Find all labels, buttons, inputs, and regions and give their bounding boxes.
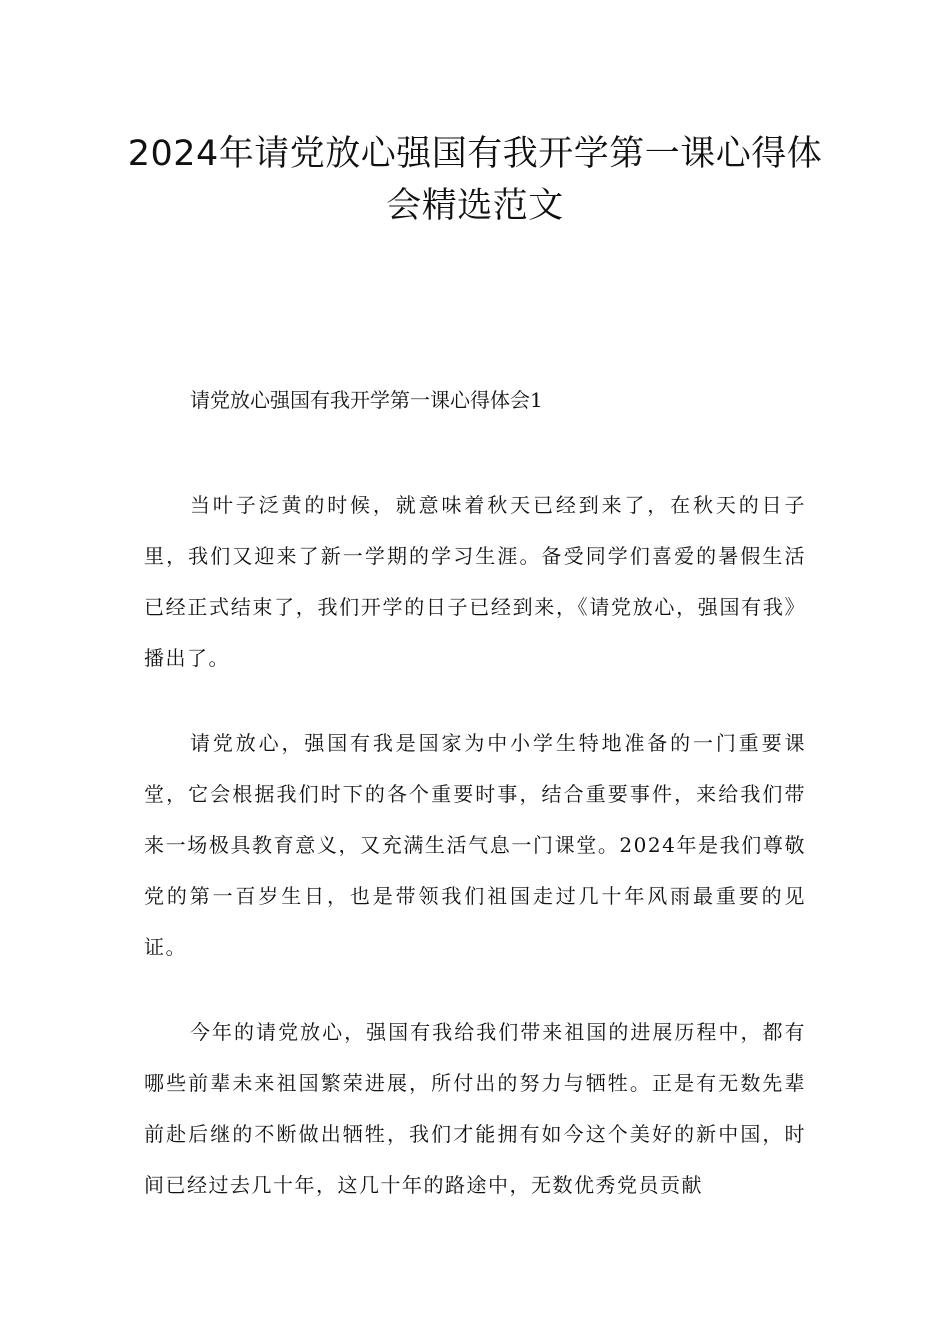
document-title: 2024年请党放心强国有我开学第一课心得体会精选范文	[127, 134, 823, 226]
paragraph-2: 请党放心，强国有我是国家为中小学生特地准备的一门重要课堂，它会根据我们时下的各个重要时事，结合重要事件，来给我们带来一场极具教育意义，又充满生活气息一门课堂。2024年是我们尊敬党的第一百岁生日，也是带领我们祖国走过几十年风雨最重要的见证。	[144, 731, 806, 959]
section-heading: 请党放心强国有我开学第一课心得体会1	[190, 388, 543, 412]
paragraph-1: 当叶子泛黄的时候，就意味着秋天已经到来了，在秋天的日子里，我们又迎来了新一学期的学习生涯。备受同学们喜爱的暑假生活已经正式结束了，我们开学的日子已经到来，《请党放心，强国有我》播出了。	[144, 493, 806, 670]
paragraph-3: 今年的请党放心，强国有我给我们带来祖国的进展历程中，都有哪些前辈未来祖国繁荣进展，所付出的努力与牺牲。正是有无数先辈前赴后继的不断做出牺牲，我们才能拥有如今这个美好的新中国，时间已经过去几十年，这几十年的路途中，无数优秀党员贡献	[144, 1020, 806, 1197]
